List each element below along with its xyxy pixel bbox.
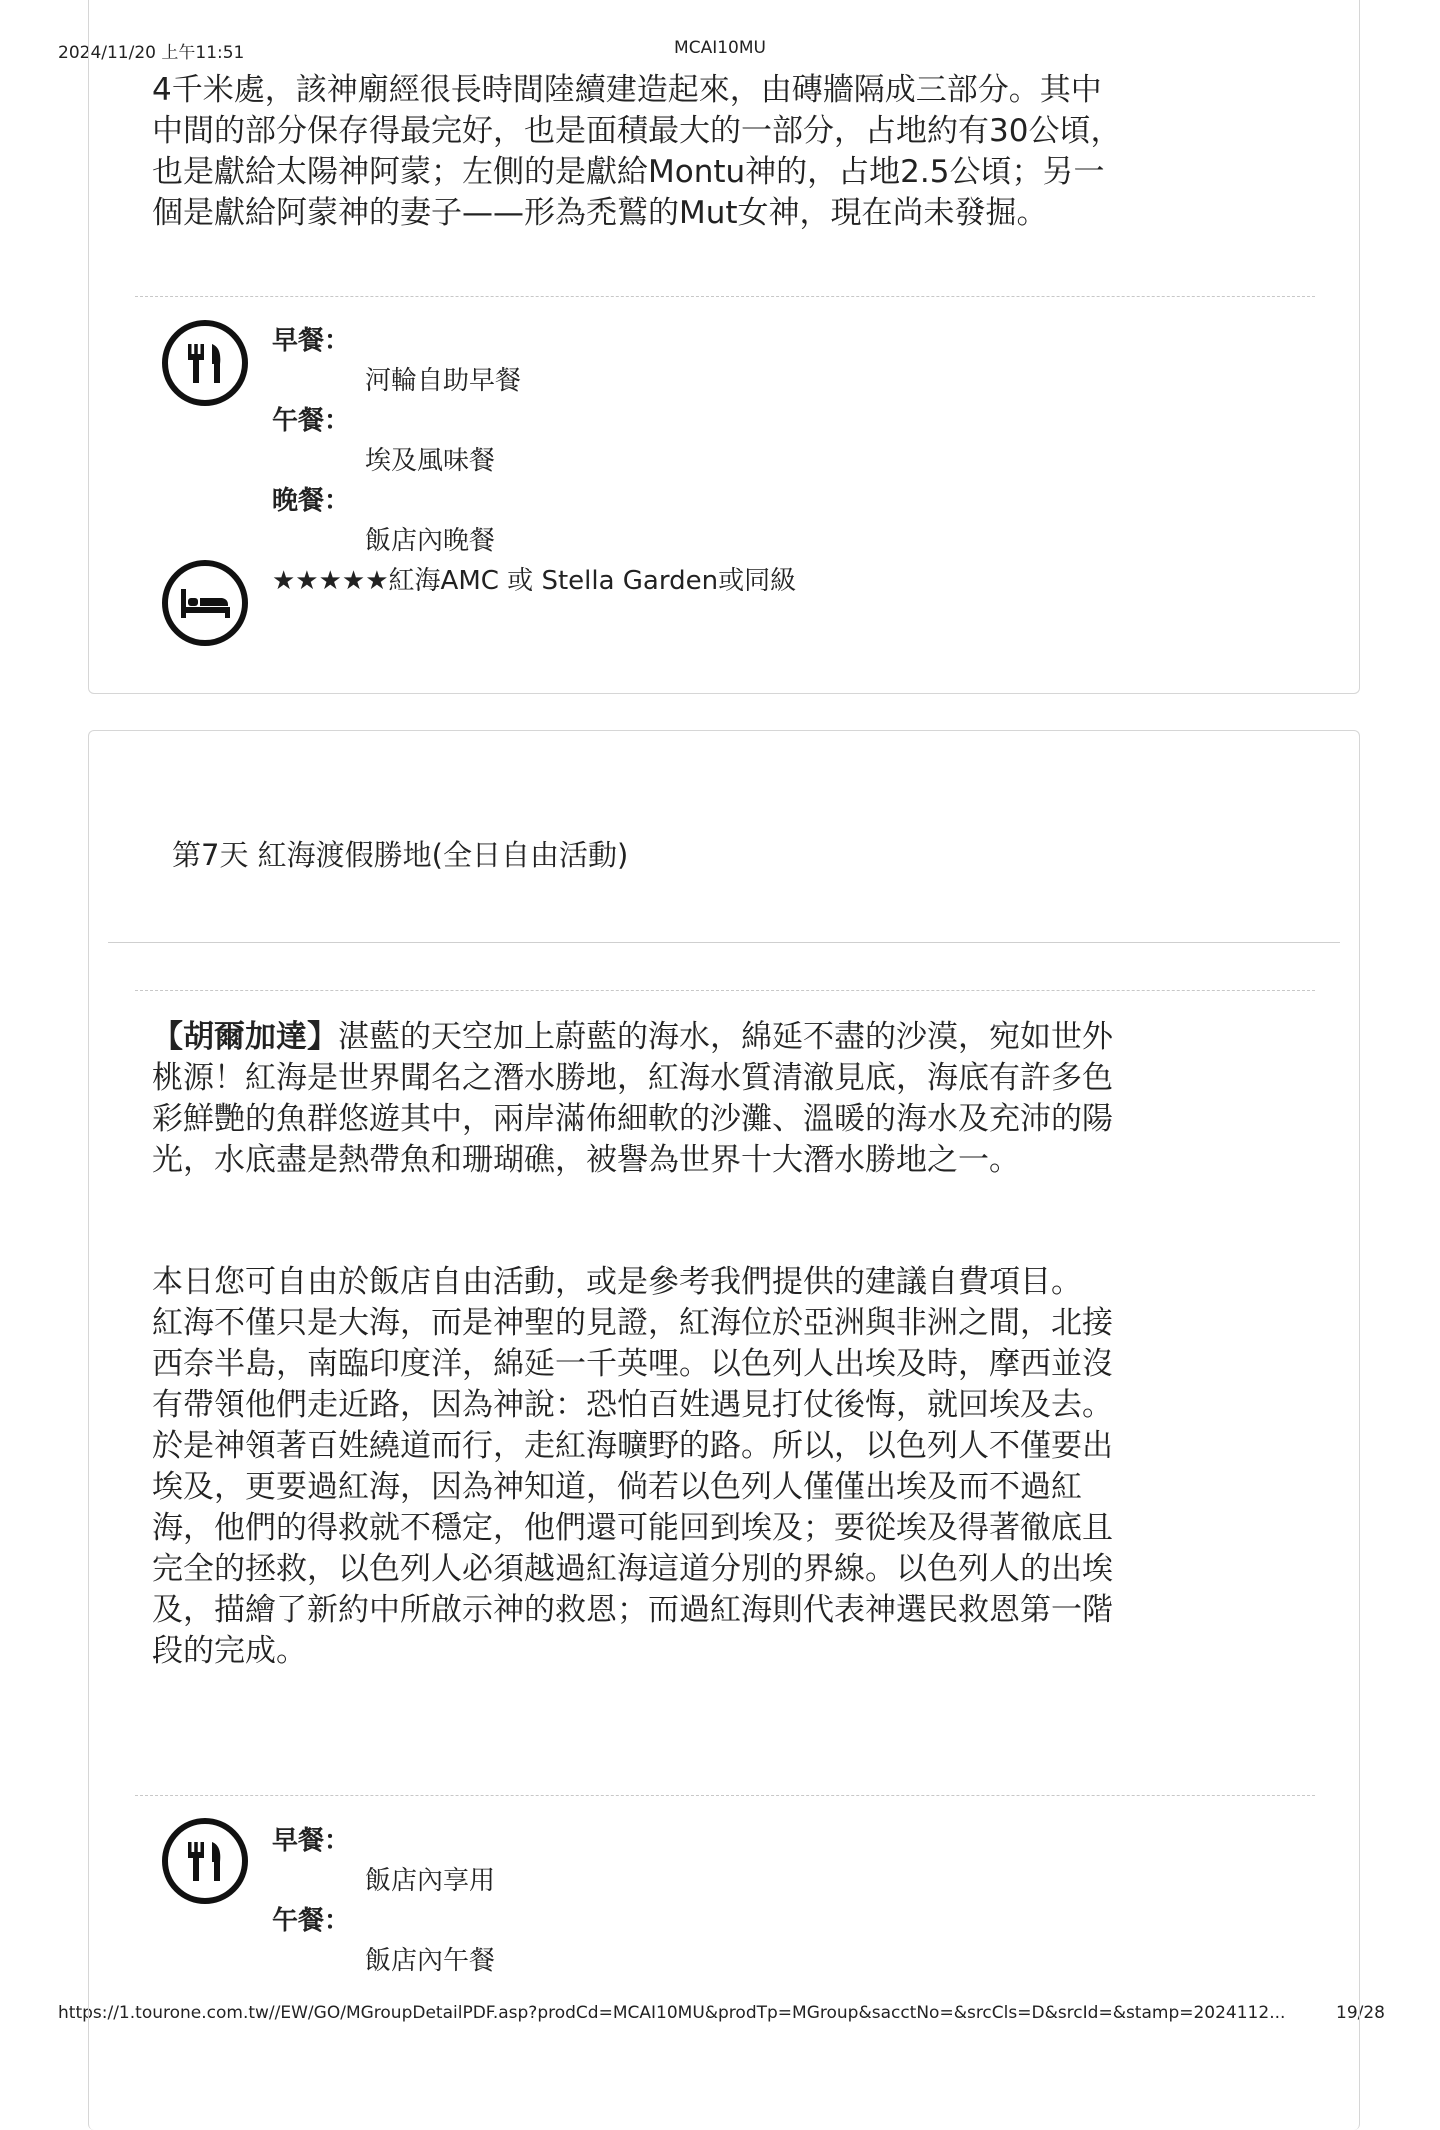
text-line: 完全的拯救，以色列人必須越過紅海這道分別的界線。以色列人的出埃 bbox=[152, 1551, 1113, 1587]
lunch-label: 午餐： bbox=[272, 406, 351, 436]
breakfast-value: 河輪自助早餐 bbox=[365, 366, 522, 396]
text-line: 光，水底盡是熱帶魚和珊瑚礁，被譽為世界十大潛水勝地之一。 bbox=[152, 1142, 1020, 1178]
hurghada-description bbox=[152, 1017, 1292, 1181]
text-line: 及，描繪了新約中所啟示神的救恩；而過紅海則代表神選民救恩第一階 bbox=[152, 1592, 1113, 1628]
text-line: 桃源！紅海是世界聞名之潛水勝地，紅海水質清澈見底，海底有許多色 bbox=[152, 1060, 1113, 1096]
text-line: 埃及，更要過紅海，因為神知道，倘若以色列人僅僅出埃及而不過紅 bbox=[152, 1469, 1082, 1505]
breakfast-label: 早餐： bbox=[272, 326, 351, 356]
print-url: https://1.tourone.com.tw//EW/GO/MGroupDetailPDF.asp?prodCd=MCAI10MU&prodTp=MGroup&sacctNo=&srcCls=D&srcId=&stamp=2024112... bbox=[58, 2003, 1286, 2023]
dinner-label: 晚餐： bbox=[272, 486, 351, 516]
text-fragment: 湛藍的天空加上蔚藍的海水，綿延不盡的沙漠，宛如世外 bbox=[338, 1019, 1113, 1055]
text-line bbox=[152, 1017, 1292, 1058]
text-line: 本日您可自由於飯店自由活動，或是參考我們提供的建議自費項目。 bbox=[152, 1264, 1082, 1300]
dashed-divider bbox=[135, 296, 1315, 297]
dinner-value: 飯店內晚餐 bbox=[365, 526, 496, 556]
text-line: 彩鮮艷的魚群悠遊其中，兩岸滿佈細軟的沙灘、溫暖的海水及充沛的陽 bbox=[152, 1101, 1113, 1137]
document-code: MCAI10MU bbox=[674, 38, 766, 58]
lunch-value: 飯店內午餐 bbox=[365, 1946, 496, 1976]
breakfast-value: 飯店內享用 bbox=[365, 1866, 496, 1896]
fork-knife-icon bbox=[160, 318, 250, 408]
text-line: 也是獻給太陽神阿蒙；左側的是獻給Montu神的，占地2.5公頃；另一 bbox=[152, 154, 1105, 190]
hotel-info: ★★★★★紅海AMC 或 Stella Garden或同級 bbox=[272, 566, 797, 596]
text-line: 4千米處，該神廟經很長時間陸續建造起來，由磚牆隔成三部分。其中 bbox=[152, 72, 1102, 108]
dashed-divider bbox=[135, 1795, 1315, 1796]
text-line: 段的完成。 bbox=[152, 1633, 307, 1669]
bed-icon bbox=[160, 558, 250, 648]
lunch-label: 午餐： bbox=[272, 1906, 351, 1936]
fork-knife-icon bbox=[160, 1816, 250, 1906]
day-title: 第7天 紅海渡假勝地(全日自由活動) bbox=[172, 838, 629, 872]
place-name-highlight: 【胡爾加達】 bbox=[152, 1019, 338, 1055]
dashed-divider bbox=[135, 990, 1315, 991]
text-line: 個是獻給阿蒙神的妻子——形為禿鷲的Mut女神，現在尚未發掘。 bbox=[152, 195, 1048, 231]
text-line: 於是神領著百姓繞道而行，走紅海曠野的路。所以，以色列人不僅要出 bbox=[152, 1428, 1113, 1464]
red-sea-description bbox=[152, 1262, 1292, 1672]
page-number: 19/28 bbox=[1336, 2003, 1385, 2023]
text-line: 中間的部分保存得最完好，也是面積最大的一部分，占地約有30公頃， bbox=[152, 113, 1122, 149]
text-line: 西奈半島，南臨印度洋，綿延一千英哩。以色列人出埃及時，摩西並沒 bbox=[152, 1346, 1113, 1382]
text-line: 紅海不僅只是大海，而是神聖的見證，紅海位於亞洲與非洲之間，北接 bbox=[152, 1305, 1113, 1341]
text-line: 有帶領他們走近路，因為神說：恐怕百姓遇見打仗後悔，就回埃及去。 bbox=[152, 1387, 1113, 1423]
text-line: 海，他們的得救就不穩定，他們還可能回到埃及；要從埃及得著徹底且 bbox=[152, 1510, 1113, 1546]
day-header-divider bbox=[108, 942, 1340, 943]
attraction-description bbox=[152, 70, 1292, 234]
lunch-value: 埃及風味餐 bbox=[365, 446, 496, 476]
breakfast-label: 早餐： bbox=[272, 1826, 351, 1856]
print-timestamp: 2024/11/20 上午11:51 bbox=[58, 43, 245, 63]
